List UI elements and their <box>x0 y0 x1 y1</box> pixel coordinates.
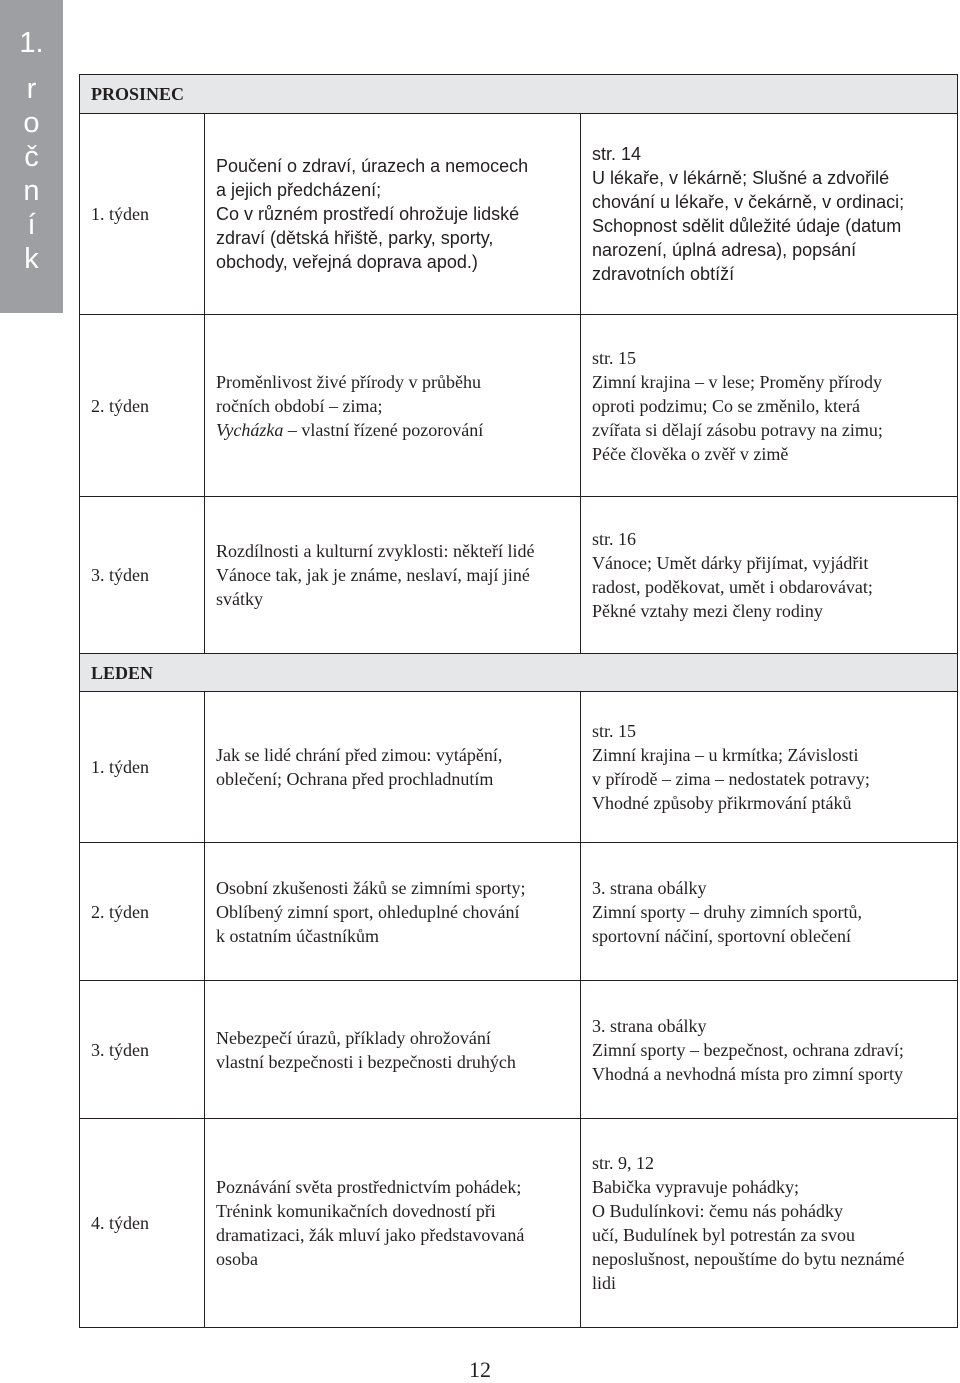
content-line: učí, Budulínek byl potrestán za svou <box>592 1225 855 1245</box>
table-row <box>80 1119 958 1328</box>
topic-line: Osobní zkušenosti žáků se zimními sporty; <box>216 877 526 898</box>
page-reference: 3. strana obálky <box>592 877 707 898</box>
table-row <box>80 843 958 981</box>
content-cell <box>581 981 958 1119</box>
page-reference: str. 9, 12 <box>592 1153 655 1173</box>
grade-letter: č <box>24 141 39 173</box>
grade-letter: k <box>24 243 39 275</box>
topic-line: oblečení; Ochrana před prochladnutím <box>216 769 494 789</box>
content-line: Zimní krajina – u krmítka; Závislosti <box>592 745 859 765</box>
content-cell <box>581 692 958 843</box>
grade-number: 1. <box>19 27 44 59</box>
content-cell <box>581 843 958 981</box>
month-name: LEDEN <box>80 654 958 692</box>
week-label: 3. týden <box>80 981 205 1119</box>
topic-line: zdraví (dětská hřiště, parky, sporty, <box>216 228 494 248</box>
content-line: Vánoce; Umět dárky přijímat, vyjádřit <box>592 553 869 573</box>
topic-cell <box>205 981 581 1119</box>
page-reference: str. 14 <box>592 144 642 164</box>
topic-italic-term: Vycházka <box>216 419 284 440</box>
content-line: v přírodě – zima – nedostatek potravy; <box>592 769 870 789</box>
page-number: 12 <box>469 1357 491 1382</box>
grade-letter: o <box>23 107 40 139</box>
topic-line: Jak se lidé chrání před zimou: vytápění, <box>216 745 503 765</box>
table-row <box>80 497 958 654</box>
week-label: 3. týden <box>80 497 205 654</box>
table-row <box>80 692 958 843</box>
content-line: O Budulínkovi: čemu nás pohádky <box>592 1201 843 1221</box>
month-name: PROSINEC <box>80 75 958 114</box>
content-line: Vhodné způsoby přikrmování ptáků <box>592 793 852 813</box>
topic-line: Nebezpečí úrazů, příklady ohrožování <box>216 1027 491 1048</box>
content-line: U lékaře, v lékárně; Slušné a zdvořilé <box>592 168 890 188</box>
topic-line-rest: – vlastní řízené pozorování <box>283 419 484 440</box>
topic-line: svátky <box>216 589 263 609</box>
content-line: narození, úplná adresa), popsání <box>592 240 857 260</box>
content-cell <box>581 1119 958 1328</box>
topic-cell <box>205 315 581 497</box>
topic-line: dramatizaci, žák mluví jako představovaná <box>216 1225 525 1245</box>
page-reference: 3. strana obálky <box>592 1015 707 1036</box>
week-label: 1. týden <box>80 692 205 843</box>
week-label: 2. týden <box>80 315 205 497</box>
topic-line: Trénink komunikačních dovedností při <box>216 1201 496 1221</box>
month-header-row <box>80 654 958 692</box>
content-line: Schopnost sdělit důležité údaje (datum <box>592 216 902 236</box>
content-cell <box>581 114 958 315</box>
content-line: Vhodná a nevhodná místa pro zimní sporty <box>592 1063 903 1084</box>
week-label: 4. týden <box>80 1119 205 1328</box>
topic-cell <box>205 114 581 315</box>
topic-line: obchody, veřejná doprava apod.) <box>216 252 478 272</box>
content-line: lidi <box>592 1273 617 1293</box>
content-line: neposlušnost, nepouštíme do bytu neznámé <box>592 1249 905 1269</box>
topic-cell <box>205 1119 581 1328</box>
topic-line: Poznávání světa prostřednictvím pohádek; <box>216 1177 522 1197</box>
topic-line: Poučení o zdraví, úrazech a nemocech <box>216 156 529 176</box>
content-cell <box>581 315 958 497</box>
week-label: 1. týden <box>80 114 205 315</box>
grade-side-tab <box>0 0 63 313</box>
content-line: chování u lékaře, v čekárně, v ordinaci; <box>592 192 905 212</box>
week-label: 2. týden <box>80 843 205 981</box>
topic-cell <box>205 692 581 843</box>
page-reference: str. 15 <box>592 721 637 741</box>
topic-line: Oblíbený zimní sport, ohleduplné chování <box>216 901 520 922</box>
lesson-plan-table <box>79 74 958 1328</box>
topic-line: a jejich předcházení; <box>216 180 382 200</box>
content-line: oproti podzimu; Co se změnilo, která <box>592 395 860 416</box>
grade-letter: r <box>26 73 37 105</box>
topic-line: osoba <box>216 1249 258 1269</box>
content-line: Zimní sporty – druhy zimních sportů, <box>592 901 862 922</box>
grade-letter: n <box>23 175 40 207</box>
topic-line: ročních období – zima; <box>216 395 383 416</box>
content-line: Pěkné vztahy mezi členy rodiny <box>592 601 823 621</box>
content-line: zdravotních obtíží <box>592 264 735 284</box>
content-line: Zimní sporty – bezpečnost, ochrana zdraví; <box>592 1039 904 1060</box>
topic-line: k ostatním účastníkům <box>216 925 379 946</box>
topic-line: Proměnlivost živé přírody v průběhu <box>216 371 481 392</box>
content-cell <box>581 497 958 654</box>
content-line: radost, poděkovat, umět i obdarovávat; <box>592 577 873 597</box>
table-row <box>80 114 958 315</box>
content-line: zvířata si dělají zásobu potravy na zimu; <box>592 419 883 440</box>
page-reference: str. 15 <box>592 347 637 368</box>
table-row <box>80 315 958 497</box>
topic-line: Rozdílnosti a kulturní zvyklosti: někteří lidé <box>216 541 535 561</box>
month-header-row <box>80 75 958 114</box>
content-line: Babička vypravuje pohádky; <box>592 1177 799 1197</box>
topic-line <box>216 418 569 442</box>
content-line: sportovní náčiní, sportovní oblečení <box>592 925 851 946</box>
topic-line: vlastní bezpečnosti i bezpečnosti druhých <box>216 1051 516 1072</box>
content-line: Péče člověka o zvěř v zimě <box>592 443 789 464</box>
topic-line: Co v různém prostředí ohrožuje lidské <box>216 204 520 224</box>
content-line: Zimní krajina – v lese; Proměny přírody <box>592 371 882 392</box>
topic-line: Vánoce tak, jak je známe, neslaví, mají jiné <box>216 565 530 585</box>
page-reference: str. 16 <box>592 529 637 549</box>
table-row <box>80 981 958 1119</box>
topic-cell <box>205 843 581 981</box>
grade-letter: í <box>27 209 36 241</box>
topic-cell <box>205 497 581 654</box>
